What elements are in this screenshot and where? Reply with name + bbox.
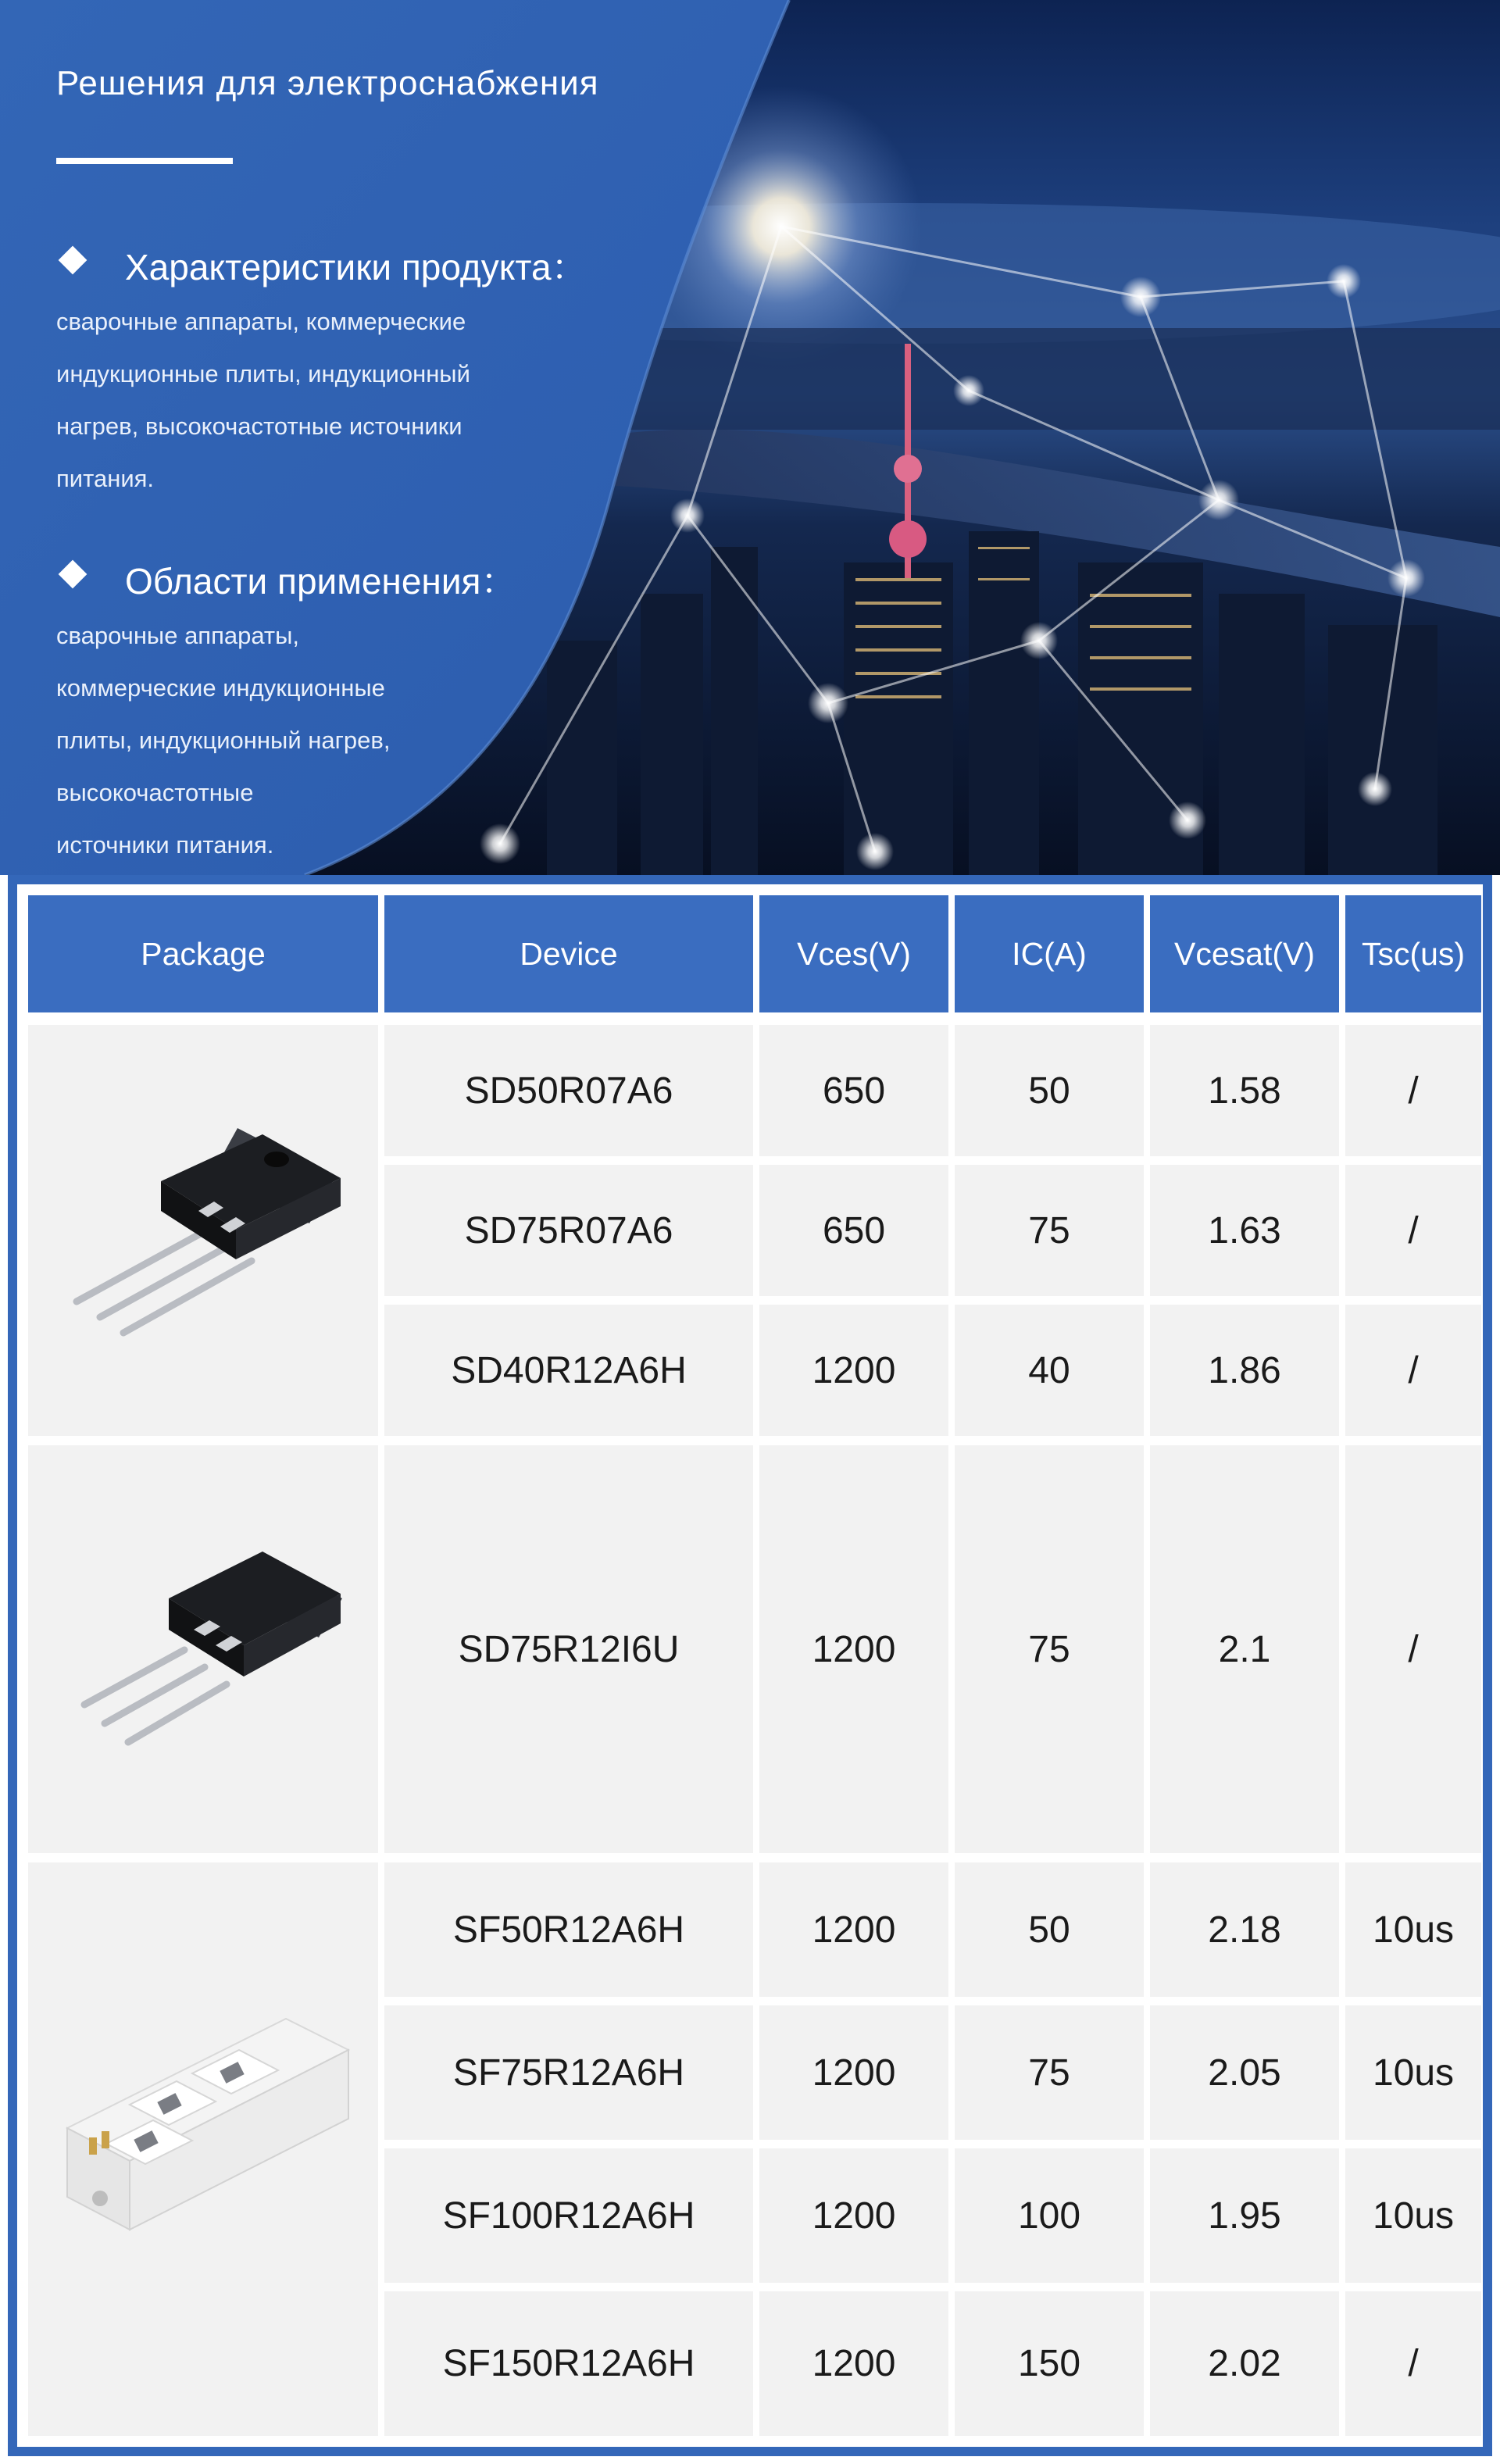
vcesat-cell: 1.86 — [1150, 1305, 1339, 1436]
vces-cell: 1200 — [759, 1862, 948, 1997]
vces-cell: 1200 — [759, 2005, 948, 2140]
tsc-cell: 10us — [1345, 1862, 1481, 1997]
vces-cell: 1200 — [759, 2291, 948, 2436]
vces-cell: 1200 — [759, 1305, 948, 1436]
applications-line: сварочные аппараты, — [56, 622, 300, 649]
hero-banner — [0, 0, 1500, 875]
applications-title: Области применения： — [125, 561, 517, 602]
ic-cell: 75 — [955, 2005, 1144, 2140]
header-tsc: Tsc(us) — [1345, 895, 1481, 1012]
to247-3pin-transistor-icon — [28, 1025, 378, 1436]
spec-table — [8, 875, 1492, 2456]
header-device: Device — [384, 895, 753, 1012]
ic-cell: 100 — [955, 2148, 1144, 2283]
title-underline — [56, 158, 233, 164]
package-cell-to247 — [28, 1025, 378, 1436]
ic-cell: 50 — [955, 1025, 1144, 1156]
vces-cell: 650 — [759, 1025, 948, 1156]
package-cell-to247-plus — [28, 1445, 378, 1853]
applications-text — [56, 609, 390, 871]
device-cell: SD75R07A6 — [384, 1165, 753, 1296]
vces-cell: 1200 — [759, 1445, 948, 1853]
tsc-cell: / — [1345, 1025, 1481, 1156]
features-line: нагрев, высокочастотные источники — [56, 412, 462, 440]
applications-line: плиты, индукционный нагрев, — [56, 727, 391, 754]
vcesat-cell: 2.02 — [1150, 2291, 1339, 2436]
device-cell: SD50R07A6 — [384, 1025, 753, 1156]
igbt-module-icon — [28, 1862, 378, 2436]
header-vces: Vces(V) — [759, 895, 948, 1012]
tsc-cell: / — [1345, 1445, 1481, 1853]
header-vcesat: Vcesat(V) — [1150, 895, 1339, 1012]
features-line: индукционные плиты, индукционный — [56, 360, 470, 387]
hero-title: Решения для электроснабжения — [56, 64, 599, 102]
features-line: питания. — [56, 465, 155, 492]
vcesat-cell: 2.05 — [1150, 2005, 1339, 2140]
features-line: сварочные аппараты, коммерческие — [56, 308, 466, 335]
device-cell: SF75R12A6H — [384, 2005, 753, 2140]
applications-line: источники питания. — [56, 831, 274, 859]
device-cell: SF50R12A6H — [384, 1862, 753, 1997]
vces-cell: 650 — [759, 1165, 948, 1296]
ic-cell: 50 — [955, 1862, 1144, 1997]
vcesat-cell: 1.95 — [1150, 2148, 1339, 2283]
device-cell: SD40R12A6H — [384, 1305, 753, 1436]
features-title: Характеристики продукта： — [125, 247, 588, 287]
tsc-cell: / — [1345, 1305, 1481, 1436]
applications-line: высокочастотные — [56, 779, 254, 806]
tsc-cell: / — [1345, 1165, 1481, 1296]
ic-cell: 75 — [955, 1165, 1144, 1296]
vcesat-cell: 1.58 — [1150, 1025, 1339, 1156]
header-ic: IC(A) — [955, 895, 1144, 1012]
tsc-cell: 10us — [1345, 2005, 1481, 2140]
device-cell: SD75R12I6U — [384, 1445, 753, 1853]
vcesat-cell: 2.18 — [1150, 1862, 1339, 1997]
to247-plus-transistor-icon — [28, 1445, 378, 1853]
header-package: Package — [28, 895, 378, 1012]
vcesat-cell: 2.1 — [1150, 1445, 1339, 1853]
ic-cell: 40 — [955, 1305, 1144, 1436]
vces-cell: 1200 — [759, 2148, 948, 2283]
ic-cell: 75 — [955, 1445, 1144, 1853]
tsc-cell: 10us — [1345, 2148, 1481, 2283]
device-cell: SF100R12A6H — [384, 2148, 753, 2283]
spec-table-body — [17, 884, 1483, 2447]
vcesat-cell: 1.63 — [1150, 1165, 1339, 1296]
ic-cell: 150 — [955, 2291, 1144, 2436]
device-cell: SF150R12A6H — [384, 2291, 753, 2436]
tsc-cell: / — [1345, 2291, 1481, 2436]
features-text — [56, 295, 470, 505]
applications-line: коммерческие индукционные — [56, 674, 385, 702]
package-cell-module — [28, 1862, 378, 2436]
